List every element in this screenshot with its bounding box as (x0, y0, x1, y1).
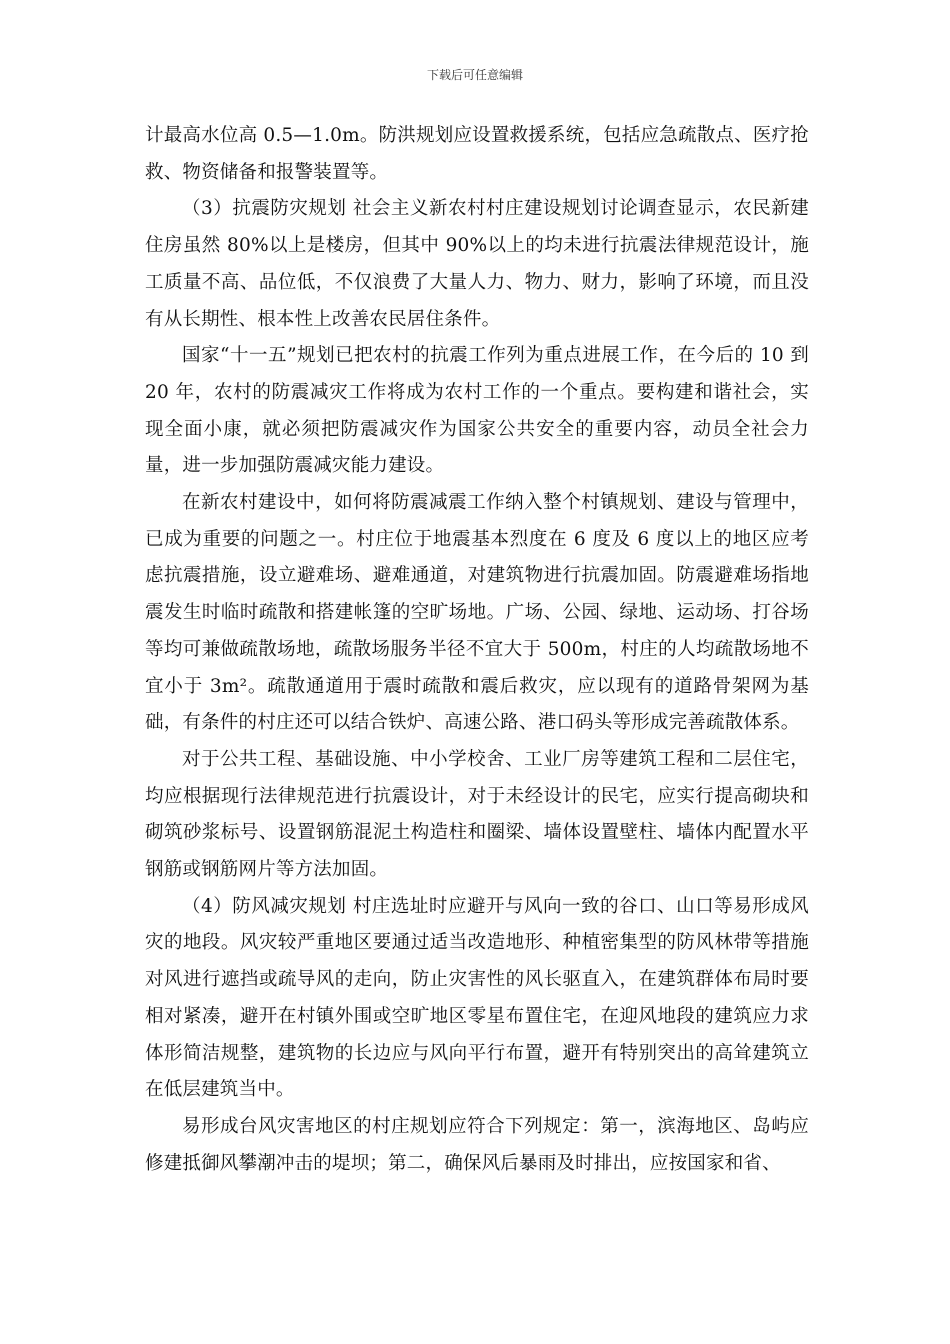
paragraph-4: 在新农村建设中，如何将防震减震工作纳入整个村镇规划、建设与管理中，已成为重要的问题之一。村庄位于地震基本烈度在 6 度及 6 度以上的地区应考虑抗震措施，设立避难场、避难通道，对建筑物进行抗震加固。防震避难场指地震发生时临时疏散和搭建帐篷的空旷场地。广场、公园、绿地、运动场、打谷场等均可兼做疏散场地，疏散场服务半径不宜大于 500m，村庄的人均疏散场地不宜小于 3m²。疏散通道用于震时疏散和震后救灾，应以现有的道路骨架网为基础，有条件的村庄还可以结合铁炉、高速公路、港口码头等形成完善疏散体系。 (145, 492, 809, 734)
document-body (145, 118, 809, 1182)
page-header-note: 下载后可任意编辑 (426, 68, 523, 82)
paragraph-1: 计最高水位高 0.5—1.0m。防洪规划应设置救援系统，包括应急疏散点、医疗抢救、物资储备和报警装置等。 (145, 125, 809, 183)
paragraph-3: 国家“十一五”规划已把农村的抗震工作列为重点进展工作，在今后的 10 到 20 年，农村的防震减灾工作将成为农村工作的一个重点。要构建和谐社会，实现全面小康，就必须把防震减灾作为国家公共安全的重要内容，动员全社会力量，进一步加强防震减灾能力建设。 (145, 345, 809, 477)
paragraph-6: （4）防风减灾规划 村庄选址时应避开与风向一致的谷口、山口等易形成风灾的地段。风灾较严重地区要通过适当改造地形、种植密集型的防风林带等措施对风进行遮挡或疏导风的走向，防止灾害性的风长驱直入，在建筑群体布局时要相对紧凑，避开在村镇外围或空旷地区零星布置住宅，在迎风地段的建筑应力求体形简洁规整，建筑物的长边应与风向平行布置，避开有特别突出的高耸建筑立在低层建筑当中。 (145, 895, 809, 1101)
paragraph-5: 对于公共工程、基础设施、中小学校舍、工业厂房等建筑工程和二层住宅，均应根据现行法律规范进行抗震设计，对于未经设计的民宅，应实行提高砌块和砌筑砂浆标号、设置钢筋混泥土构造柱和圈梁、墙体设置壁柱、墙体内配置水平钢筋或钢筋网片等方法加固。 (145, 748, 809, 881)
paragraph-7: 易形成台风灾害地区的村庄规划应符合下列规定：第一，滨海地区、岛屿应修建抵御风攀潮冲击的堤坝；第二，确保风后暴雨及时排出，应按国家和省、 (145, 1115, 809, 1174)
paragraph-2: （3）抗震防灾规划 社会主义新农村村庄建设规划讨论调查显示，农民新建住房虽然 80%以上是楼房，但其中 90%以上的均未进行抗震法律规范设计，施工质量不高、品位低，不仅浪费了大量人力、物力、财力，影响了环境，而且没有从长期性、根本性上改善农民居住条件。 (145, 198, 809, 330)
